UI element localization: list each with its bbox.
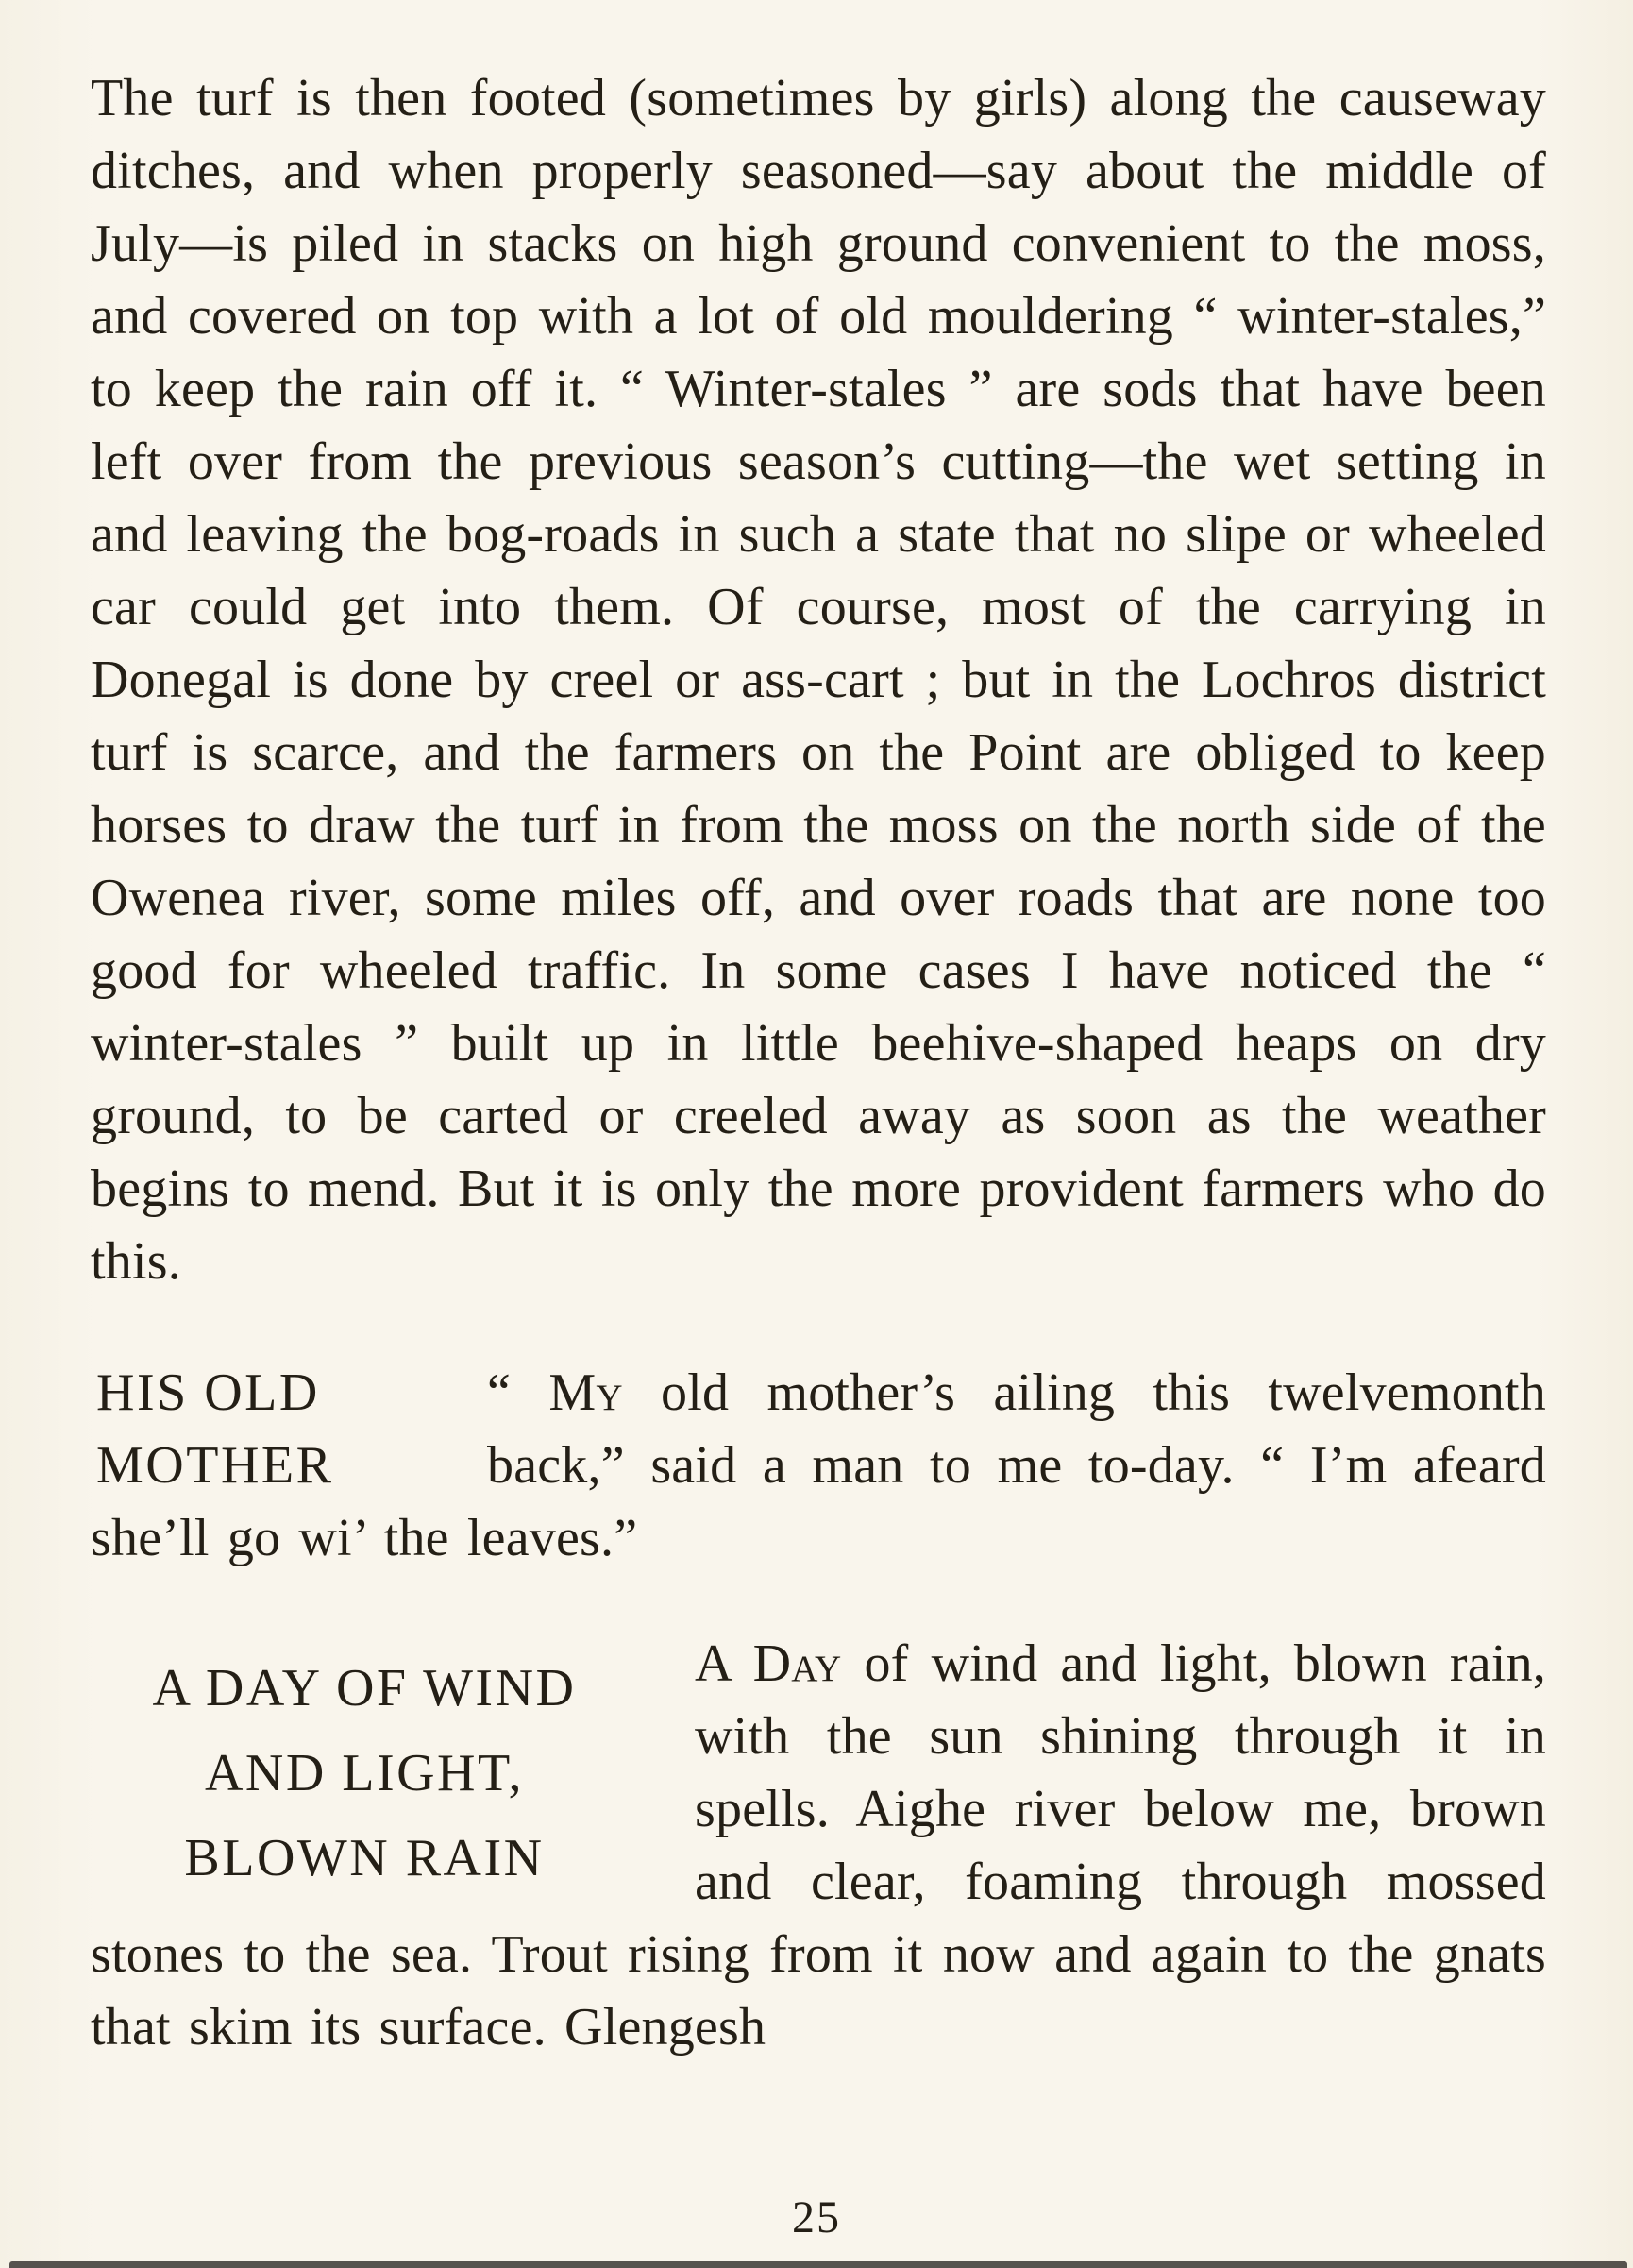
section-body-text: of wind and light, blown rain, with the sun shining through it in spells. Aighe river below me, brown and clear, foaming through mossed stones to the sea. Trout rising from it now and again to the gnats that skim its surface. Glengesh (91, 1634, 1546, 2056)
heading-line: BLOWN RAIN (184, 1829, 545, 1887)
section-his-old-mother (91, 1357, 1546, 1575)
lead-smallcaps: “ My (487, 1363, 623, 1422)
heading-line: MOTHER (96, 1436, 334, 1495)
scan-edge-artifact (9, 2261, 1627, 2268)
section-body-text: old mother’s ailing this twelvemonth back,” said a man to me to-day. “ I’m afeard she’ll go wi’ the leaves.” (91, 1363, 1546, 1567)
heading-line: HIS OLD (96, 1363, 320, 1422)
section-heading-a-day-of-wind (91, 1628, 638, 1919)
section-a-day-of-wind (91, 1628, 1546, 2064)
main-paragraph: The turf is then footed (sometimes by girls) along the causeway ditches, and when properly seasoned—say about the middle of July—is piled in stacks on high ground convenient to the moss, and covered on top with a lot of old mouldering “ winter-stales,” to keep the rain off it. “ Winter-stales ” are sods that have been left over from the previous season’s cutting—the wet setting in and leaving the bog-roads in such a state that no slipe or wheeled car could get into them. Of course, most of the carrying in Donegal is done by creel or ass-cart ; but in the Lochros district turf is scarce, and the farmers on the Point are obliged to keep horses to draw the turf in from the moss on the north side of the Owenea river, some miles off, and over roads that are none too good for wheeled traffic. In some cases I have noticed the “ winter-stales ” built up in little beehive-shaped heaps on dry ground, to be carted or creeled away as soon as the weather begins to mend. But it is only the more provident farmers who do this. (91, 69, 1546, 1291)
lead-smallcaps: A Day (695, 1634, 842, 1693)
section-heading-his-old-mother (91, 1357, 430, 1502)
page-number: 25 (792, 2192, 841, 2243)
heading-line: AND LIGHT, (204, 1744, 525, 1803)
heading-line: A DAY OF WIND (152, 1659, 577, 1718)
